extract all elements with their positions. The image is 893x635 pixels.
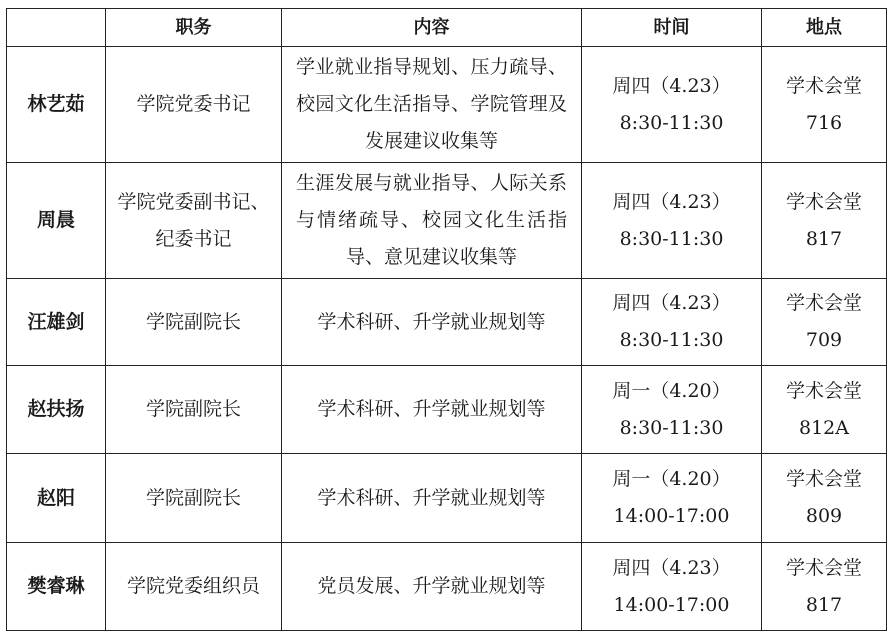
- place-venue: 学术会堂: [785, 556, 862, 579]
- person-name: 汪雄剑: [7, 279, 106, 366]
- consult-content: 生涯发展与就业指导、人际关系与情绪疏导、校园文化生活指导、意见建议收集等: [282, 163, 582, 279]
- place-room: 716: [805, 111, 843, 134]
- table-row: [7, 454, 887, 543]
- place-cell: [762, 279, 887, 366]
- consult-content: 党员发展、升学就业规划等: [282, 543, 582, 631]
- time-day: 周一（4.20）: [612, 379, 731, 402]
- person-name: 樊睿琳: [7, 543, 106, 631]
- person-position: 学院副院长: [106, 454, 282, 543]
- place-cell: [762, 454, 887, 543]
- time-day: 周四（4.23）: [612, 292, 731, 314]
- header-position: 职务: [106, 9, 282, 47]
- person-position: 学院副院长: [106, 366, 282, 454]
- place-cell: [762, 163, 887, 279]
- time-day: 周四（4.23）: [612, 74, 731, 97]
- place-venue: 学术会堂: [785, 379, 862, 402]
- time-hours: 14:00-17:00: [613, 593, 730, 616]
- consult-content: 学术科研、升学就业规划等: [282, 454, 582, 543]
- place-venue: 学术会堂: [785, 74, 862, 97]
- consult-content: 学术科研、升学就业规划等: [282, 279, 582, 366]
- place-venue: 学术会堂: [785, 292, 862, 314]
- place-cell: [762, 47, 887, 163]
- consult-content: 学术科研、升学就业规划等: [282, 366, 582, 454]
- header-place: 地点: [762, 9, 887, 47]
- time-hours: 8:30-11:30: [619, 329, 724, 351]
- table-row: [7, 279, 887, 366]
- time-day: 周四（4.23）: [612, 556, 731, 579]
- time-cell: [582, 279, 762, 366]
- time-cell: [582, 47, 762, 163]
- place-room: 817: [805, 227, 843, 250]
- place-venue: 学术会堂: [785, 190, 862, 213]
- time-cell: [582, 366, 762, 454]
- time-hours: 8:30-11:30: [619, 111, 724, 134]
- person-position: 学院副院长: [106, 279, 282, 366]
- place-room: 812A: [799, 416, 849, 439]
- person-name: 赵扶扬: [7, 366, 106, 454]
- table-row: [7, 366, 887, 454]
- header-content: 内容: [282, 9, 582, 47]
- time-cell: [582, 454, 762, 543]
- person-name: 赵阳: [7, 454, 106, 543]
- header-time: 时间: [582, 9, 762, 47]
- consult-content: 学业就业指导规划、压力疏导、校园文化生活指导、学院管理及发展建议收集等: [282, 47, 582, 163]
- time-cell: [582, 543, 762, 631]
- table-row: [7, 47, 887, 163]
- time-hours: 8:30-11:30: [619, 416, 724, 439]
- header-row: [7, 9, 887, 47]
- person-position: 学院党委副书记、纪委书记: [106, 163, 282, 279]
- table-row: [7, 163, 887, 279]
- table-row: [7, 543, 887, 631]
- place-cell: [762, 543, 887, 631]
- time-day: 周四（4.23）: [612, 190, 731, 213]
- person-name: 周晨: [7, 163, 106, 279]
- schedule-table: [6, 8, 887, 631]
- place-room: 709: [805, 329, 843, 351]
- time-hours: 8:30-11:30: [619, 227, 724, 250]
- time-day: 周一（4.20）: [612, 468, 731, 490]
- person-position: 学院党委组织员: [106, 543, 282, 631]
- place-cell: [762, 366, 887, 454]
- person-name: 林艺茹: [7, 47, 106, 163]
- header-name: [7, 9, 106, 47]
- place-room: 809: [805, 505, 843, 527]
- person-position: 学院党委书记: [106, 47, 282, 163]
- place-room: 817: [805, 593, 843, 616]
- place-venue: 学术会堂: [785, 468, 862, 490]
- time-hours: 14:00-17:00: [613, 505, 730, 527]
- time-cell: [582, 163, 762, 279]
